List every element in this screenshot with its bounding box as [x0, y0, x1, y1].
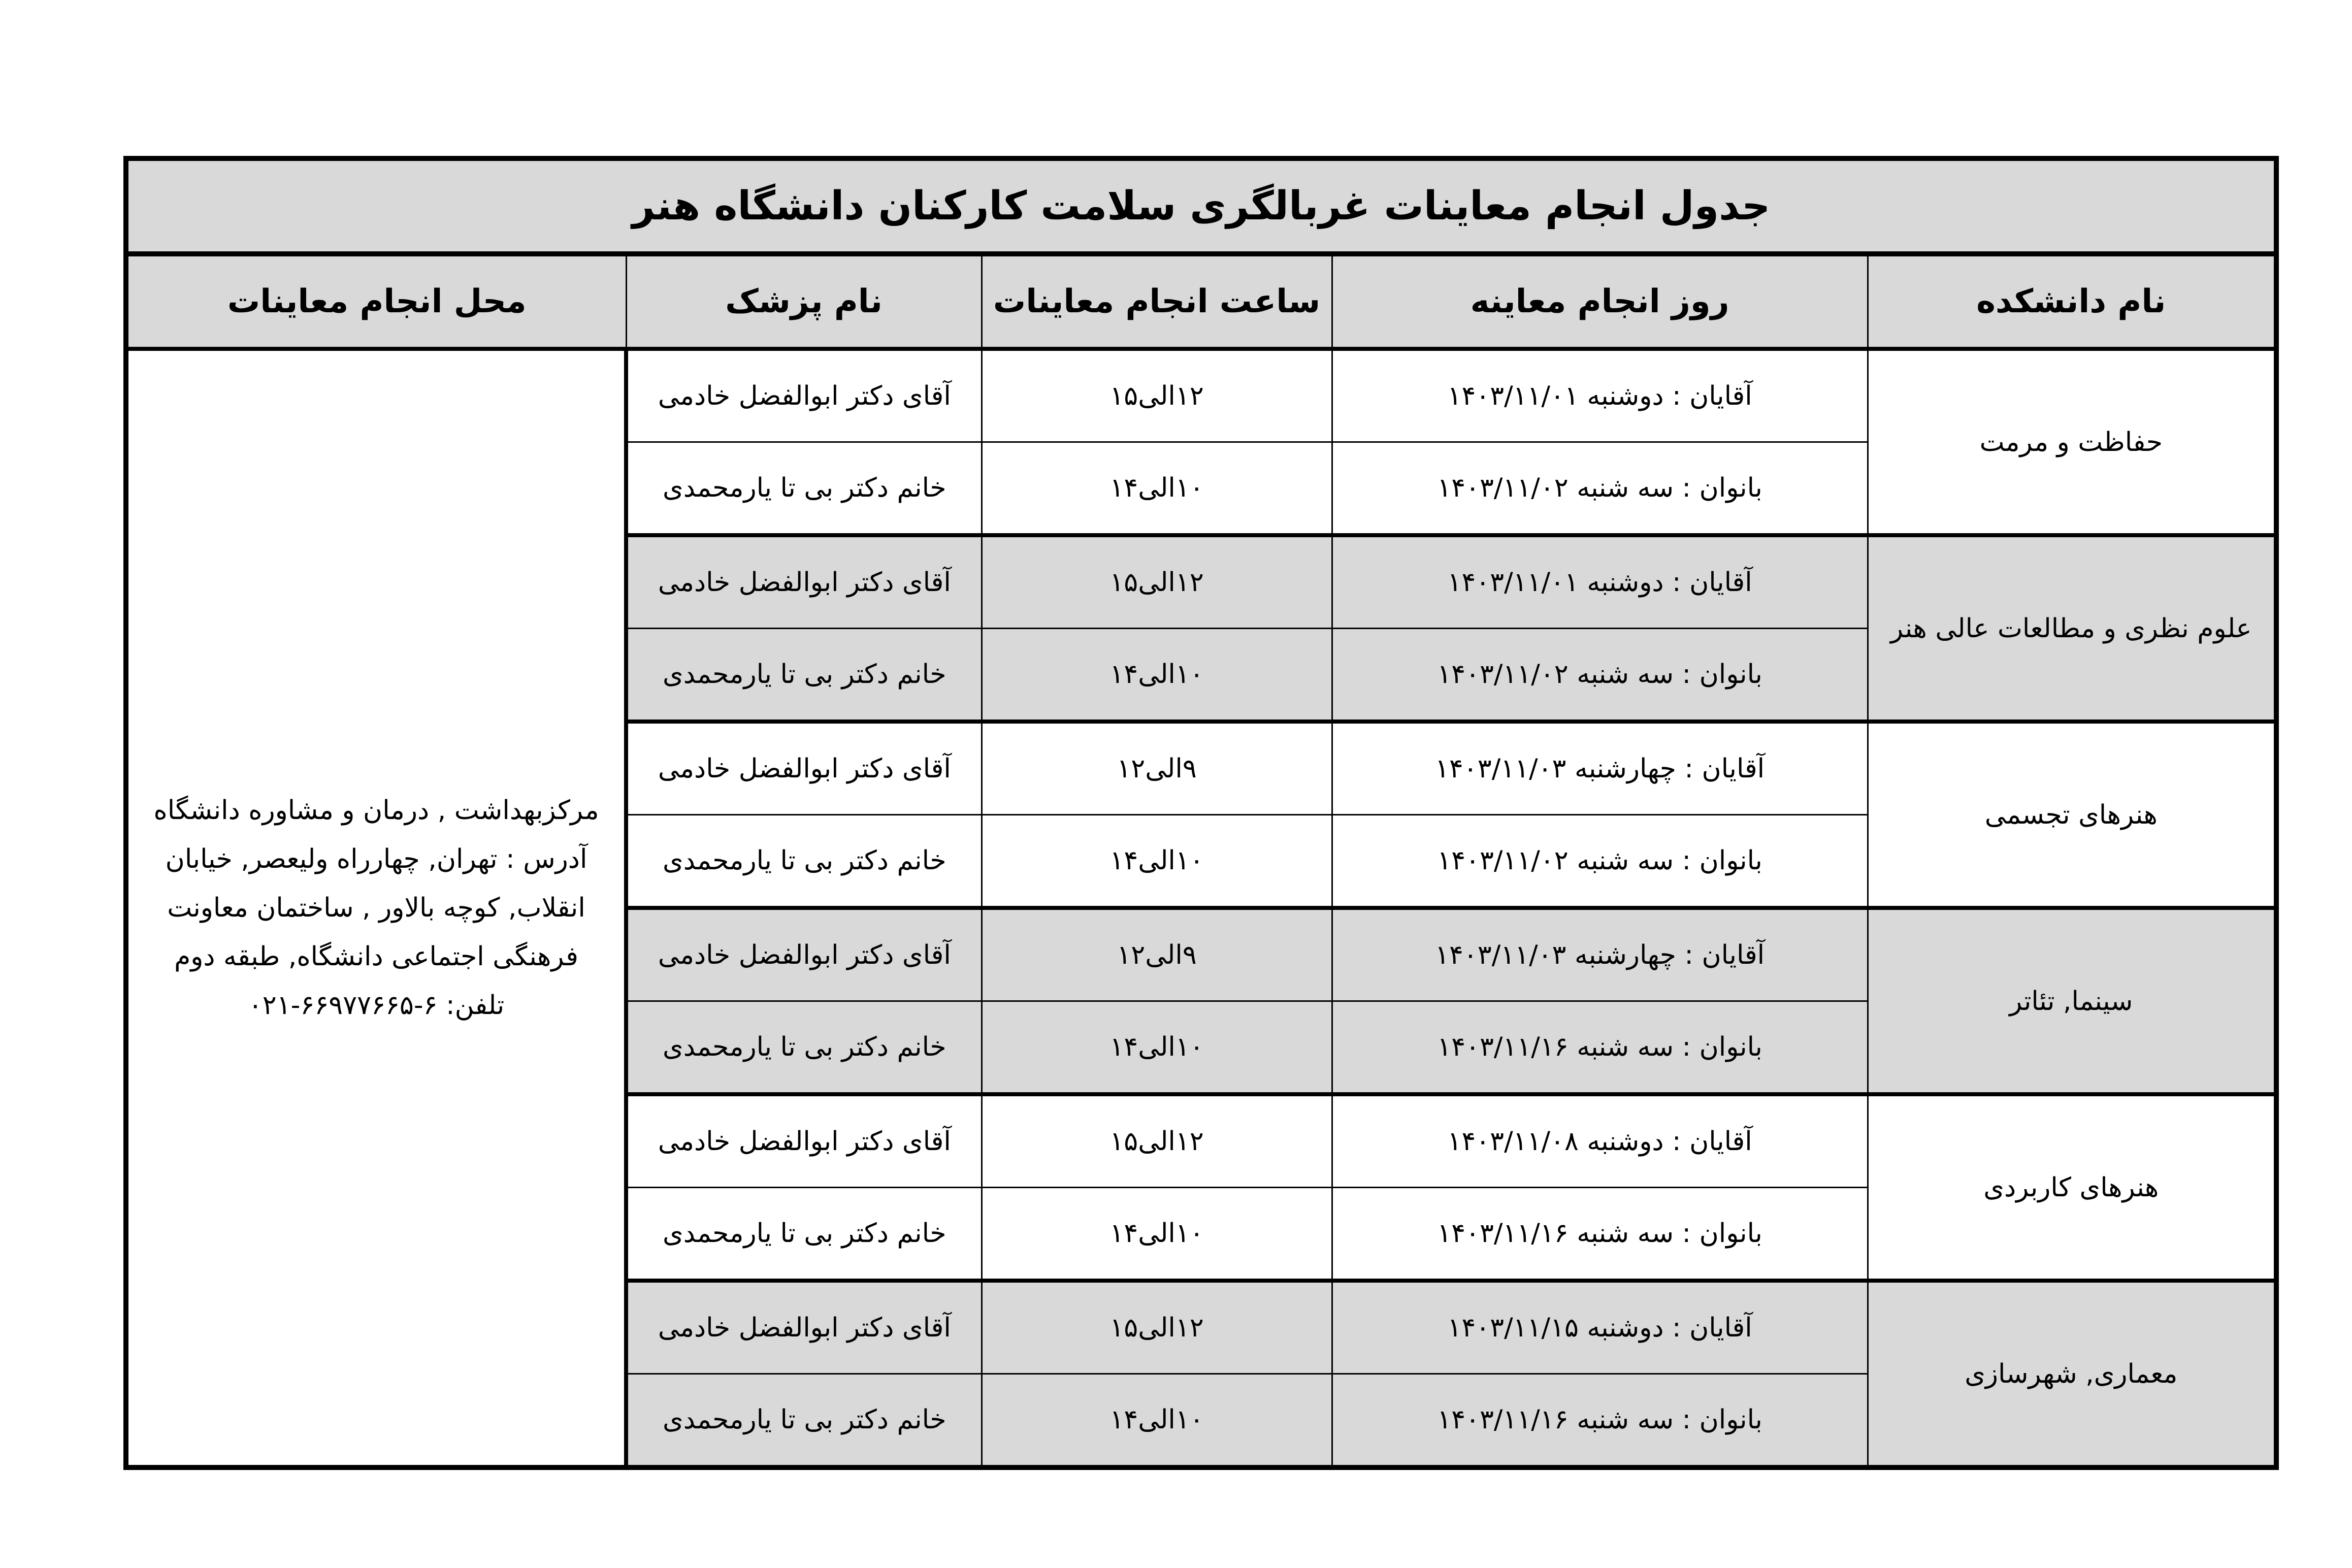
doctor-cell: آقای دکتر ابوالفضل خادمی	[626, 349, 982, 442]
time-cell: ۹الی۱۲	[982, 908, 1332, 1001]
faculty-cell: هنرهای تجسمی	[1868, 722, 2276, 908]
header-doctor: نام پزشک	[626, 254, 982, 349]
title-row	[126, 158, 2276, 254]
doctor-cell: آقای دکتر ابوالفضل خادمی	[626, 722, 982, 815]
doctor-cell: آقای دکتر ابوالفضل خادمی	[626, 908, 982, 1001]
screening-schedule-table	[123, 156, 2279, 1470]
time-cell: ۱۰الی۱۴	[982, 815, 1332, 908]
schedule-body	[126, 349, 2276, 1467]
time-cell: ۹الی۱۲	[982, 722, 1332, 815]
day-cell: آقایان : دوشنبه ۱۴۰۳/۱۱/۱۵	[1332, 1281, 1868, 1374]
time-cell: ۱۲الی۱۵	[982, 1094, 1332, 1188]
day-cell: بانوان : سه شنبه ۱۴۰۳/۱۱/۱۶	[1332, 1001, 1868, 1095]
time-cell: ۱۰الی۱۴	[982, 629, 1332, 722]
doctor-cell: خانم دکتر بی تا یارمحمدی	[626, 1001, 982, 1095]
doctor-cell: آقای دکتر ابوالفضل خادمی	[626, 1281, 982, 1374]
header-location: محل انجام معاینات	[126, 254, 626, 349]
day-cell: بانوان : سه شنبه ۱۴۰۳/۱۱/۰۲	[1332, 815, 1868, 908]
time-cell: ۱۰الی۱۴	[982, 1001, 1332, 1095]
location-cell	[126, 349, 626, 1467]
doctor-cell: خانم دکتر بی تا یارمحمدی	[626, 442, 982, 536]
day-cell: آقایان : دوشنبه ۱۴۰۳/۱۱/۰۸	[1332, 1094, 1868, 1188]
location-line: آدرس : تهران, چهارراه ولیعصر, خیابان	[165, 844, 587, 874]
doctor-cell: خانم دکتر بی تا یارمحمدی	[626, 1374, 982, 1468]
header-day: روز انجام معاینه	[1332, 254, 1868, 349]
time-cell: ۱۰الی۱۴	[982, 1188, 1332, 1281]
header-faculty: نام دانشکده	[1868, 254, 2276, 349]
header-time: ساعت انجام معاینات	[982, 254, 1332, 349]
day-cell: بانوان : سه شنبه ۱۴۰۳/۱۱/۰۲	[1332, 442, 1868, 536]
time-cell: ۱۲الی۱۵	[982, 1281, 1332, 1374]
table-row	[126, 349, 2276, 442]
day-cell: آقایان : چهارشنبه ۱۴۰۳/۱۱/۰۳	[1332, 722, 1868, 815]
day-cell: بانوان : سه شنبه ۱۴۰۳/۱۱/۱۶	[1332, 1374, 1868, 1468]
day-cell: بانوان : سه شنبه ۱۴۰۳/۱۱/۱۶	[1332, 1188, 1868, 1281]
faculty-cell: سینما, تئاتر	[1868, 908, 2276, 1094]
faculty-cell: علوم نظری و مطالعات عالی هنر	[1868, 535, 2276, 722]
day-cell: آقایان : دوشنبه ۱۴۰۳/۱۱/۰۱	[1332, 535, 1868, 629]
day-cell: آقایان : چهارشنبه ۱۴۰۳/۱۱/۰۳	[1332, 908, 1868, 1001]
time-cell: ۱۲الی۱۵	[982, 349, 1332, 442]
doctor-cell: آقای دکتر ابوالفضل خادمی	[626, 535, 982, 629]
header-row	[126, 254, 2276, 349]
doctor-cell: خانم دکتر بی تا یارمحمدی	[626, 815, 982, 908]
table-title: جدول انجام معاینات غربالگری سلامت کارکنان دانشگاه هنر	[126, 158, 2276, 254]
doctor-cell: خانم دکتر بی تا یارمحمدی	[626, 1188, 982, 1281]
faculty-cell: حفاظت و مرمت	[1868, 349, 2276, 535]
location-line: مرکزبهداشت , درمان و مشاوره دانشگاه	[153, 795, 599, 826]
day-cell: بانوان : سه شنبه ۱۴۰۳/۱۱/۰۲	[1332, 629, 1868, 722]
doctor-cell: خانم دکتر بی تا یارمحمدی	[626, 629, 982, 722]
faculty-cell: هنرهای کاربردی	[1868, 1094, 2276, 1281]
location-line: فرهنگی اجتماعی دانشگاه, طبقه دوم	[174, 941, 578, 972]
location-phone: تلفن: ۶-۶۶۹۷۷۶۶۵-۰۲۱	[248, 990, 505, 1021]
faculty-cell: معماری, شهرسازی	[1868, 1281, 2276, 1467]
time-cell: ۱۰الی۱۴	[982, 1374, 1332, 1468]
day-cell: آقایان : دوشنبه ۱۴۰۳/۱۱/۰۱	[1332, 349, 1868, 442]
time-cell: ۱۲الی۱۵	[982, 535, 1332, 629]
location-line: انقلاب, کوچه بالاور , ساختمان معاونت	[167, 893, 585, 923]
doctor-cell: آقای دکتر ابوالفضل خادمی	[626, 1094, 982, 1188]
time-cell: ۱۰الی۱۴	[982, 442, 1332, 536]
